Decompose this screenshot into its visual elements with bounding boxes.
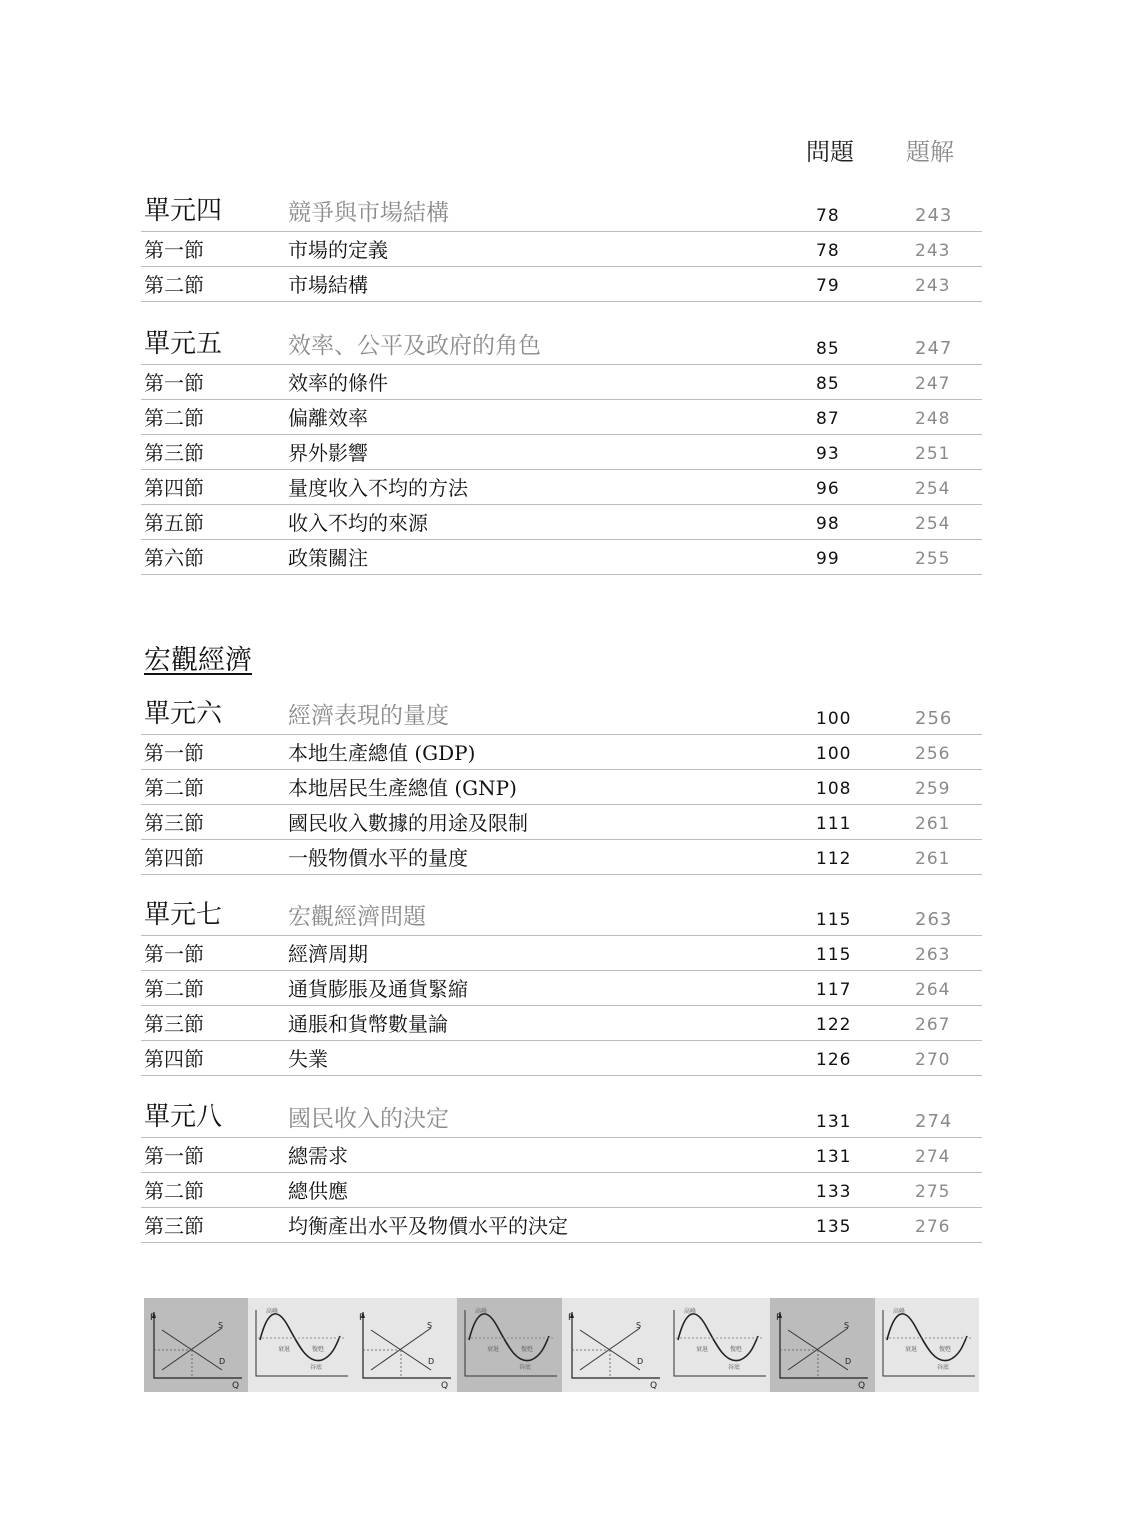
unit-header-row[interactable]: [141, 901, 982, 936]
sd-q-label: Q: [649, 1381, 657, 1391]
sd-p-label: P: [358, 1313, 365, 1323]
unit-number: 單元五: [144, 329, 223, 359]
section-title: 失業: [288, 1047, 328, 1071]
solutions-column-header: 題解: [906, 138, 954, 166]
section-title: 均衡產出水平及物價水平的決定: [288, 1214, 568, 1238]
section-title: 效率的條件: [288, 371, 388, 395]
business-cycle-diagram: [666, 1298, 770, 1392]
section-question-page: 108: [816, 779, 852, 799]
business-cycle-diagram: [875, 1298, 979, 1392]
section-solution-page: 276: [915, 1217, 951, 1237]
unit-header-row[interactable]: [141, 1103, 982, 1138]
section-solution-page: 274: [915, 1147, 951, 1167]
section-row[interactable]: [141, 770, 982, 805]
sd-d-label: D: [636, 1357, 643, 1366]
sd-p-label: P: [567, 1313, 573, 1323]
sd-q-label: Q: [858, 1381, 866, 1391]
unit-block: [141, 700, 982, 875]
decorative-illustration-strip: [144, 1298, 979, 1392]
sd-s-label: S: [426, 1321, 432, 1330]
section-row[interactable]: [141, 1006, 982, 1041]
cycle-recession-label: 衰退: [695, 1346, 708, 1353]
section-question-page: 98: [816, 514, 840, 534]
section-question-page: 122: [816, 1015, 852, 1035]
section-row[interactable]: [141, 1138, 982, 1173]
section-title: 本地居民生產總值 (GNP): [288, 776, 517, 800]
section-title: 本地生產總值 (GDP): [288, 741, 476, 765]
unit-number: 單元八: [144, 1102, 223, 1132]
unit-block: [141, 197, 982, 302]
section-solution-page: 254: [915, 514, 951, 534]
section-question-page: 93: [816, 444, 840, 464]
unit-number: 單元四: [144, 196, 223, 226]
supply-demand-diagram: [770, 1298, 874, 1392]
unit-block: [141, 1103, 982, 1243]
sd-p-label: P: [150, 1313, 156, 1323]
cycle-recovery-label: 復甦: [521, 1346, 534, 1353]
section-title: 市場的定義: [288, 238, 388, 262]
unit-title: 競爭與市場結構: [288, 200, 449, 226]
section-solution-page: 264: [915, 980, 951, 1000]
section-number: 第二節: [144, 273, 204, 297]
section-title: 總供應: [288, 1179, 348, 1203]
unit-question-page: 115: [816, 910, 852, 930]
section-title: 總需求: [288, 1144, 348, 1168]
section-question-page: 85: [816, 374, 840, 394]
supply-demand-diagram: [562, 1298, 666, 1392]
section-number: 第三節: [144, 811, 204, 835]
section-row[interactable]: [141, 400, 982, 435]
section-solution-page: 267: [915, 1015, 951, 1035]
cycle-trough-label: 谷底: [727, 1364, 740, 1371]
section-row[interactable]: [141, 1041, 982, 1076]
cycle-recession-label: 衰退: [487, 1346, 500, 1353]
section-row[interactable]: [141, 540, 982, 575]
section-row[interactable]: [141, 232, 982, 267]
section-solution-page: 256: [915, 744, 951, 764]
business-cycle-diagram: [457, 1298, 561, 1392]
cycle-peak-label: 高峰: [892, 1308, 905, 1315]
section-row[interactable]: [141, 365, 982, 400]
sd-s-label: S: [635, 1321, 641, 1330]
unit-title: 效率、公平及政府的角色: [288, 333, 541, 359]
sd-s-label: S: [218, 1321, 224, 1330]
section-solution-page: 261: [915, 814, 951, 834]
section-number: 第一節: [144, 238, 204, 262]
section-solution-page: 270: [915, 1050, 951, 1070]
cycle-peak-label: 高峰: [475, 1308, 488, 1315]
unit-question-page: 78: [816, 206, 840, 226]
section-number: 第五節: [144, 511, 204, 535]
section-title: 界外影響: [288, 441, 368, 465]
section-question-page: 96: [816, 479, 840, 499]
cycle-recession-label: 衰退: [278, 1346, 291, 1353]
sd-q-label: Q: [440, 1381, 448, 1391]
cycle-recovery-label: 復甦: [312, 1346, 325, 1353]
section-title: 通貨膨脹及通貨緊縮: [288, 977, 468, 1001]
section-number: 第三節: [144, 1012, 204, 1036]
section-row[interactable]: [141, 805, 982, 840]
section-row[interactable]: [141, 267, 982, 302]
section-question-page: 126: [816, 1050, 852, 1070]
unit-question-page: 100: [816, 709, 852, 729]
section-question-page: 111: [816, 814, 852, 834]
unit-solution-page: 256: [915, 708, 953, 729]
sd-d-label: D: [845, 1357, 852, 1366]
section-number: 第三節: [144, 1214, 204, 1238]
sd-s-label: S: [844, 1321, 850, 1330]
section-solution-page: 255: [915, 549, 951, 569]
section-question-page: 78: [816, 241, 840, 261]
supply-demand-diagram: [353, 1298, 457, 1392]
section-question-page: 100: [816, 744, 852, 764]
supply-demand-diagram: [144, 1298, 248, 1392]
section-solution-page: 254: [915, 479, 951, 499]
section-title: 量度收入不均的方法: [288, 476, 468, 500]
unit-question-page: 85: [816, 339, 840, 359]
section-number: 第一節: [144, 942, 204, 966]
cycle-recovery-label: 復甦: [729, 1346, 742, 1353]
unit-header-row[interactable]: [141, 197, 982, 232]
section-question-page: 135: [816, 1217, 852, 1237]
unit-number: 單元六: [144, 699, 223, 729]
section-number: 第二節: [144, 977, 204, 1001]
section-row[interactable]: [141, 735, 982, 770]
section-title: 一般物價水平的量度: [288, 846, 468, 870]
cycle-trough-label: 谷底: [936, 1364, 949, 1371]
section-solution-page: 261: [915, 849, 951, 869]
section-question-page: 115: [816, 945, 852, 965]
section-question-page: 99: [816, 549, 840, 569]
section-title: 偏離效率: [288, 406, 368, 430]
unit-header-row[interactable]: [141, 330, 982, 365]
business-cycle-diagram: [248, 1298, 352, 1392]
section-number: 第六節: [144, 546, 204, 570]
section-number: 第一節: [144, 1144, 204, 1168]
sd-d-label: D: [427, 1357, 434, 1366]
section-question-page: 79: [816, 276, 840, 296]
cycle-recession-label: 衰退: [904, 1346, 917, 1353]
cycle-peak-label: 高峰: [266, 1308, 279, 1315]
section-number: 第二節: [144, 406, 204, 430]
section-row[interactable]: [141, 1208, 982, 1243]
section-solution-page: 243: [915, 276, 951, 296]
section-title: 收入不均的來源: [288, 511, 428, 535]
section-solution-page: 248: [915, 409, 951, 429]
cycle-peak-label: 高峰: [683, 1308, 696, 1315]
section-title: 經濟周期: [288, 942, 368, 966]
section-solution-page: 251: [915, 444, 951, 464]
unit-number: 單元七: [144, 900, 223, 930]
unit-block: [141, 901, 982, 1076]
section-row[interactable]: [141, 435, 982, 470]
section-solution-page: 259: [915, 779, 951, 799]
section-row[interactable]: [141, 936, 982, 971]
unit-header-row[interactable]: [141, 700, 982, 735]
unit-solution-page: 247: [915, 338, 953, 359]
section-question-page: 131: [816, 1147, 852, 1167]
unit-question-page: 131: [816, 1112, 852, 1132]
section-row[interactable]: [141, 840, 982, 875]
section-question-page: 112: [816, 849, 852, 869]
section-solution-page: 243: [915, 241, 951, 261]
section-number: 第一節: [144, 741, 204, 765]
section-row[interactable]: [141, 1173, 982, 1208]
unit-solution-page: 274: [915, 1111, 953, 1132]
section-question-page: 87: [816, 409, 840, 429]
unit-block: [141, 330, 982, 575]
unit-title: 國民收入的決定: [288, 1106, 449, 1132]
section-number: 第四節: [144, 476, 204, 500]
section-row[interactable]: [141, 505, 982, 540]
cycle-recovery-label: 復甦: [938, 1346, 951, 1353]
section-row[interactable]: [141, 971, 982, 1006]
section-solution-page: 263: [915, 945, 951, 965]
section-title: 國民收入數據的用途及限制: [288, 811, 528, 835]
unit-solution-page: 243: [915, 205, 953, 226]
part-title: 宏觀經濟: [144, 645, 252, 676]
section-title: 政策關注: [288, 546, 368, 570]
section-question-page: 117: [816, 980, 852, 1000]
section-solution-page: 247: [915, 374, 951, 394]
section-number: 第三節: [144, 441, 204, 465]
section-number: 第四節: [144, 846, 204, 870]
sd-d-label: D: [219, 1357, 226, 1366]
section-number: 第二節: [144, 776, 204, 800]
section-number: 第四節: [144, 1047, 204, 1071]
section-number: 第二節: [144, 1179, 204, 1203]
cycle-trough-label: 谷底: [519, 1364, 532, 1371]
unit-title: 經濟表現的量度: [288, 703, 449, 729]
section-number: 第一節: [144, 371, 204, 395]
questions-column-header: 問題: [806, 138, 854, 166]
sd-q-label: Q: [232, 1381, 240, 1391]
unit-solution-page: 263: [915, 909, 953, 930]
section-solution-page: 275: [915, 1182, 951, 1202]
sd-p-label: P: [776, 1313, 782, 1323]
section-question-page: 133: [816, 1182, 852, 1202]
section-title: 市場結構: [288, 273, 368, 297]
section-row[interactable]: [141, 470, 982, 505]
cycle-trough-label: 谷底: [310, 1364, 323, 1371]
unit-title: 宏觀經濟問題: [288, 904, 426, 930]
section-title: 通脹和貨幣數量論: [288, 1012, 448, 1036]
